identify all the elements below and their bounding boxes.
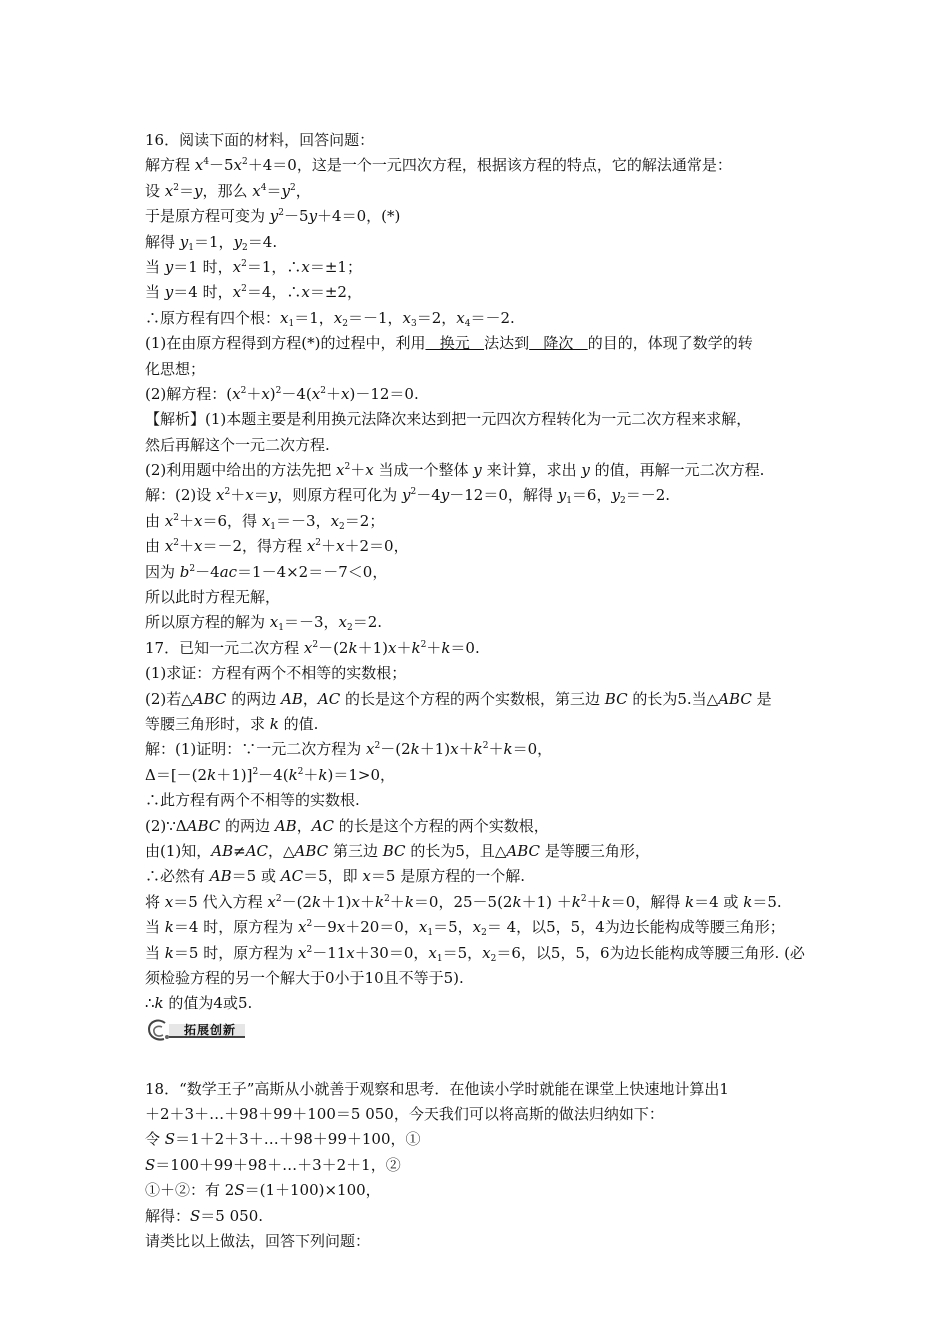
q18-line-2: ＋2＋3＋…＋98＋99＋100＝5 050，今天我们可以将高斯的做法归纳如下： <box>145 1105 664 1124</box>
document-page <box>145 128 825 1254</box>
q18-line-5: ①＋②：有 2S＝(1＋100)×100， <box>145 1181 381 1200</box>
q16-no-solution: 所以此时方程无解， <box>145 588 281 607</box>
q16-solved: 解得 $y_1=1$，$y_2=4$. <box>145 232 278 253</box>
q17-solution-2: $\Delta=[-(2k+1)]^2-4(k^2+k)=1>0$， <box>145 765 396 784</box>
q18-line-7: 请类比以上做法，回答下列问题： <box>145 1232 371 1251</box>
q17-part2: (2)若△ABC 的两边 AB，AC 的长是这个方程的两个实数根，第三边 BC 的长为5.当△ABC 是 <box>145 689 772 708</box>
q16-substitution: 设 $x^2=y$，那么 $x^4=y^2$， <box>145 181 311 200</box>
q16-solution-1: 解：(2)设 $x^2+x=y$，则原方程可化为 $y^2-4y-12=0$，解得 $y_1=6$，$y_2=-2$. <box>145 486 670 507</box>
q16-final: 所以原方程的解为 $x_1=-3$，$x_2=2$. <box>145 613 383 634</box>
answer-blank-1: 换元 <box>425 334 485 353</box>
q16-intro: 解方程 $x^4-5x^2+4=0$，这是一个一元四次方程，根据该方程的特点，它的解法通常是： <box>145 156 732 175</box>
q16-solution-2: 由 $x^2+x=6$，得 $x_1=-3$，$x_2=2$； <box>145 511 385 532</box>
q17-conclusion: ∴k 的值为4或5. <box>145 994 253 1013</box>
q16-part1-cont: 化思想； <box>145 359 206 378</box>
answer-blank-2: 降次 <box>529 334 588 353</box>
q17-solution-10: 须检验方程的另一个解大于0小于10且不等于5). <box>145 968 464 987</box>
q17-solution-8: 当 k＝4 时，原方程为 $x^2-9x+20=0$，$x_1=5$，$x_2= 4$，以5，5，4为边长能构成等腰三角形； <box>145 918 785 939</box>
q17-title: 17．已知一元二次方程 $x^2-(2k+1)x+k^2+k=0$. <box>145 638 480 657</box>
q18-line-6: 解得：S＝5 050. <box>145 1206 264 1225</box>
q16-case2: 当 y＝4 时，$x^2=4$，∴x＝±2， <box>145 283 362 302</box>
q16-part2: (2)解方程：$(x^2+x)^2-4(x^2+x)-12=0$. <box>145 384 419 403</box>
q17-solution-4: (2)∵ΔABC 的两边 AB，AC 的长是这个方程的两个实数根， <box>145 816 549 835</box>
q16-roots: ∴原方程有四个根：$x_1=1$，$x_2=-1$，$x_3=2$，$x_4=-2$. <box>145 308 515 329</box>
q16-analysis-3: (2)利用题中给出的方法先把 $x^2+x$ 当成一个整体 y 来计算，求出 y 的值，再解一元二次方程. <box>145 461 765 480</box>
q17-part2-cont: 等腰三角形时，求 k 的值. <box>145 714 319 733</box>
q16-discriminant: 因为 $b^2-4ac=1-4\times 2=-7<0$， <box>145 562 388 581</box>
q16-analysis-2: 然后再解这个一元二次方程. <box>145 435 330 454</box>
cloud-icon <box>145 1019 175 1043</box>
q16-case1: 当 y＝1 时，$x^2=1$，∴x＝±1； <box>145 257 362 276</box>
q17-solution-7: 将 x＝5 代入方程 $x^2-(2k+1)x+k^2+k=0$，$25-5(2k+1) +k^2+k=0$，解得 k＝4 或 k＝5. <box>145 892 782 911</box>
q16-title: 16．阅读下面的材料，回答问题： <box>145 131 375 149</box>
q17-part1: (1)求证：方程有两个不相等的实数根； <box>145 664 407 683</box>
q17-solution-5: 由(1)知，AB≠AC，△ABC 第三边 BC 的长为5，且△ABC 是等腰三角形， <box>145 841 650 860</box>
banner-label: 拓展创新 <box>169 1024 245 1038</box>
q17-solution-3: ∴此方程有两个不相等的实数根. <box>145 791 360 810</box>
q17-solution-1: 解：(1)证明：∵一元二次方程为 $x^2-(2k+1)x+k^2+k=0$， <box>145 740 553 759</box>
banner-badge <box>145 1019 245 1043</box>
q16-transformed: 于是原方程可变为 $y^2-5y+4=0$，(*) <box>145 207 401 226</box>
q18-line-4: S＝100＋99＋98＋…＋3＋2＋1，② <box>145 1155 401 1174</box>
q17-solution-6: ∴必然有 AB＝5 或 AC＝5，即 x＝5 是原方程的一个解. <box>145 867 525 886</box>
q16-solution-3: 由 $x^2+x=-2$，得方程 $x^2+x+2=0$， <box>145 537 409 556</box>
q18-line-1: 18．“数学王子”高斯从小就善于观察和思考．在他读小学时就能在课堂上快速地计算出1 <box>145 1079 729 1098</box>
spacer <box>145 1047 825 1077</box>
q16-analysis: 【解析】(1)本题主要是利用换元法降次来达到把一元四次方程转化为一元二次方程来求解， <box>145 410 752 429</box>
q18-line-3: 令 S＝1＋2＋3＋…＋98＋99＋100，① <box>145 1130 421 1149</box>
q16-part1: (1)在由原方程得到方程(*)的过程中，利用 换元 法达到 降次 的目的，体现了数学的转 <box>145 334 753 353</box>
q17-solution-9: 当 k＝5 时，原方程为 $x^2-11x+30=0$，$x_1=5$，$x_2=6$，以5，5，6为边长能构成等腰三角形. (必 <box>145 943 805 964</box>
section-banner <box>145 1017 825 1047</box>
